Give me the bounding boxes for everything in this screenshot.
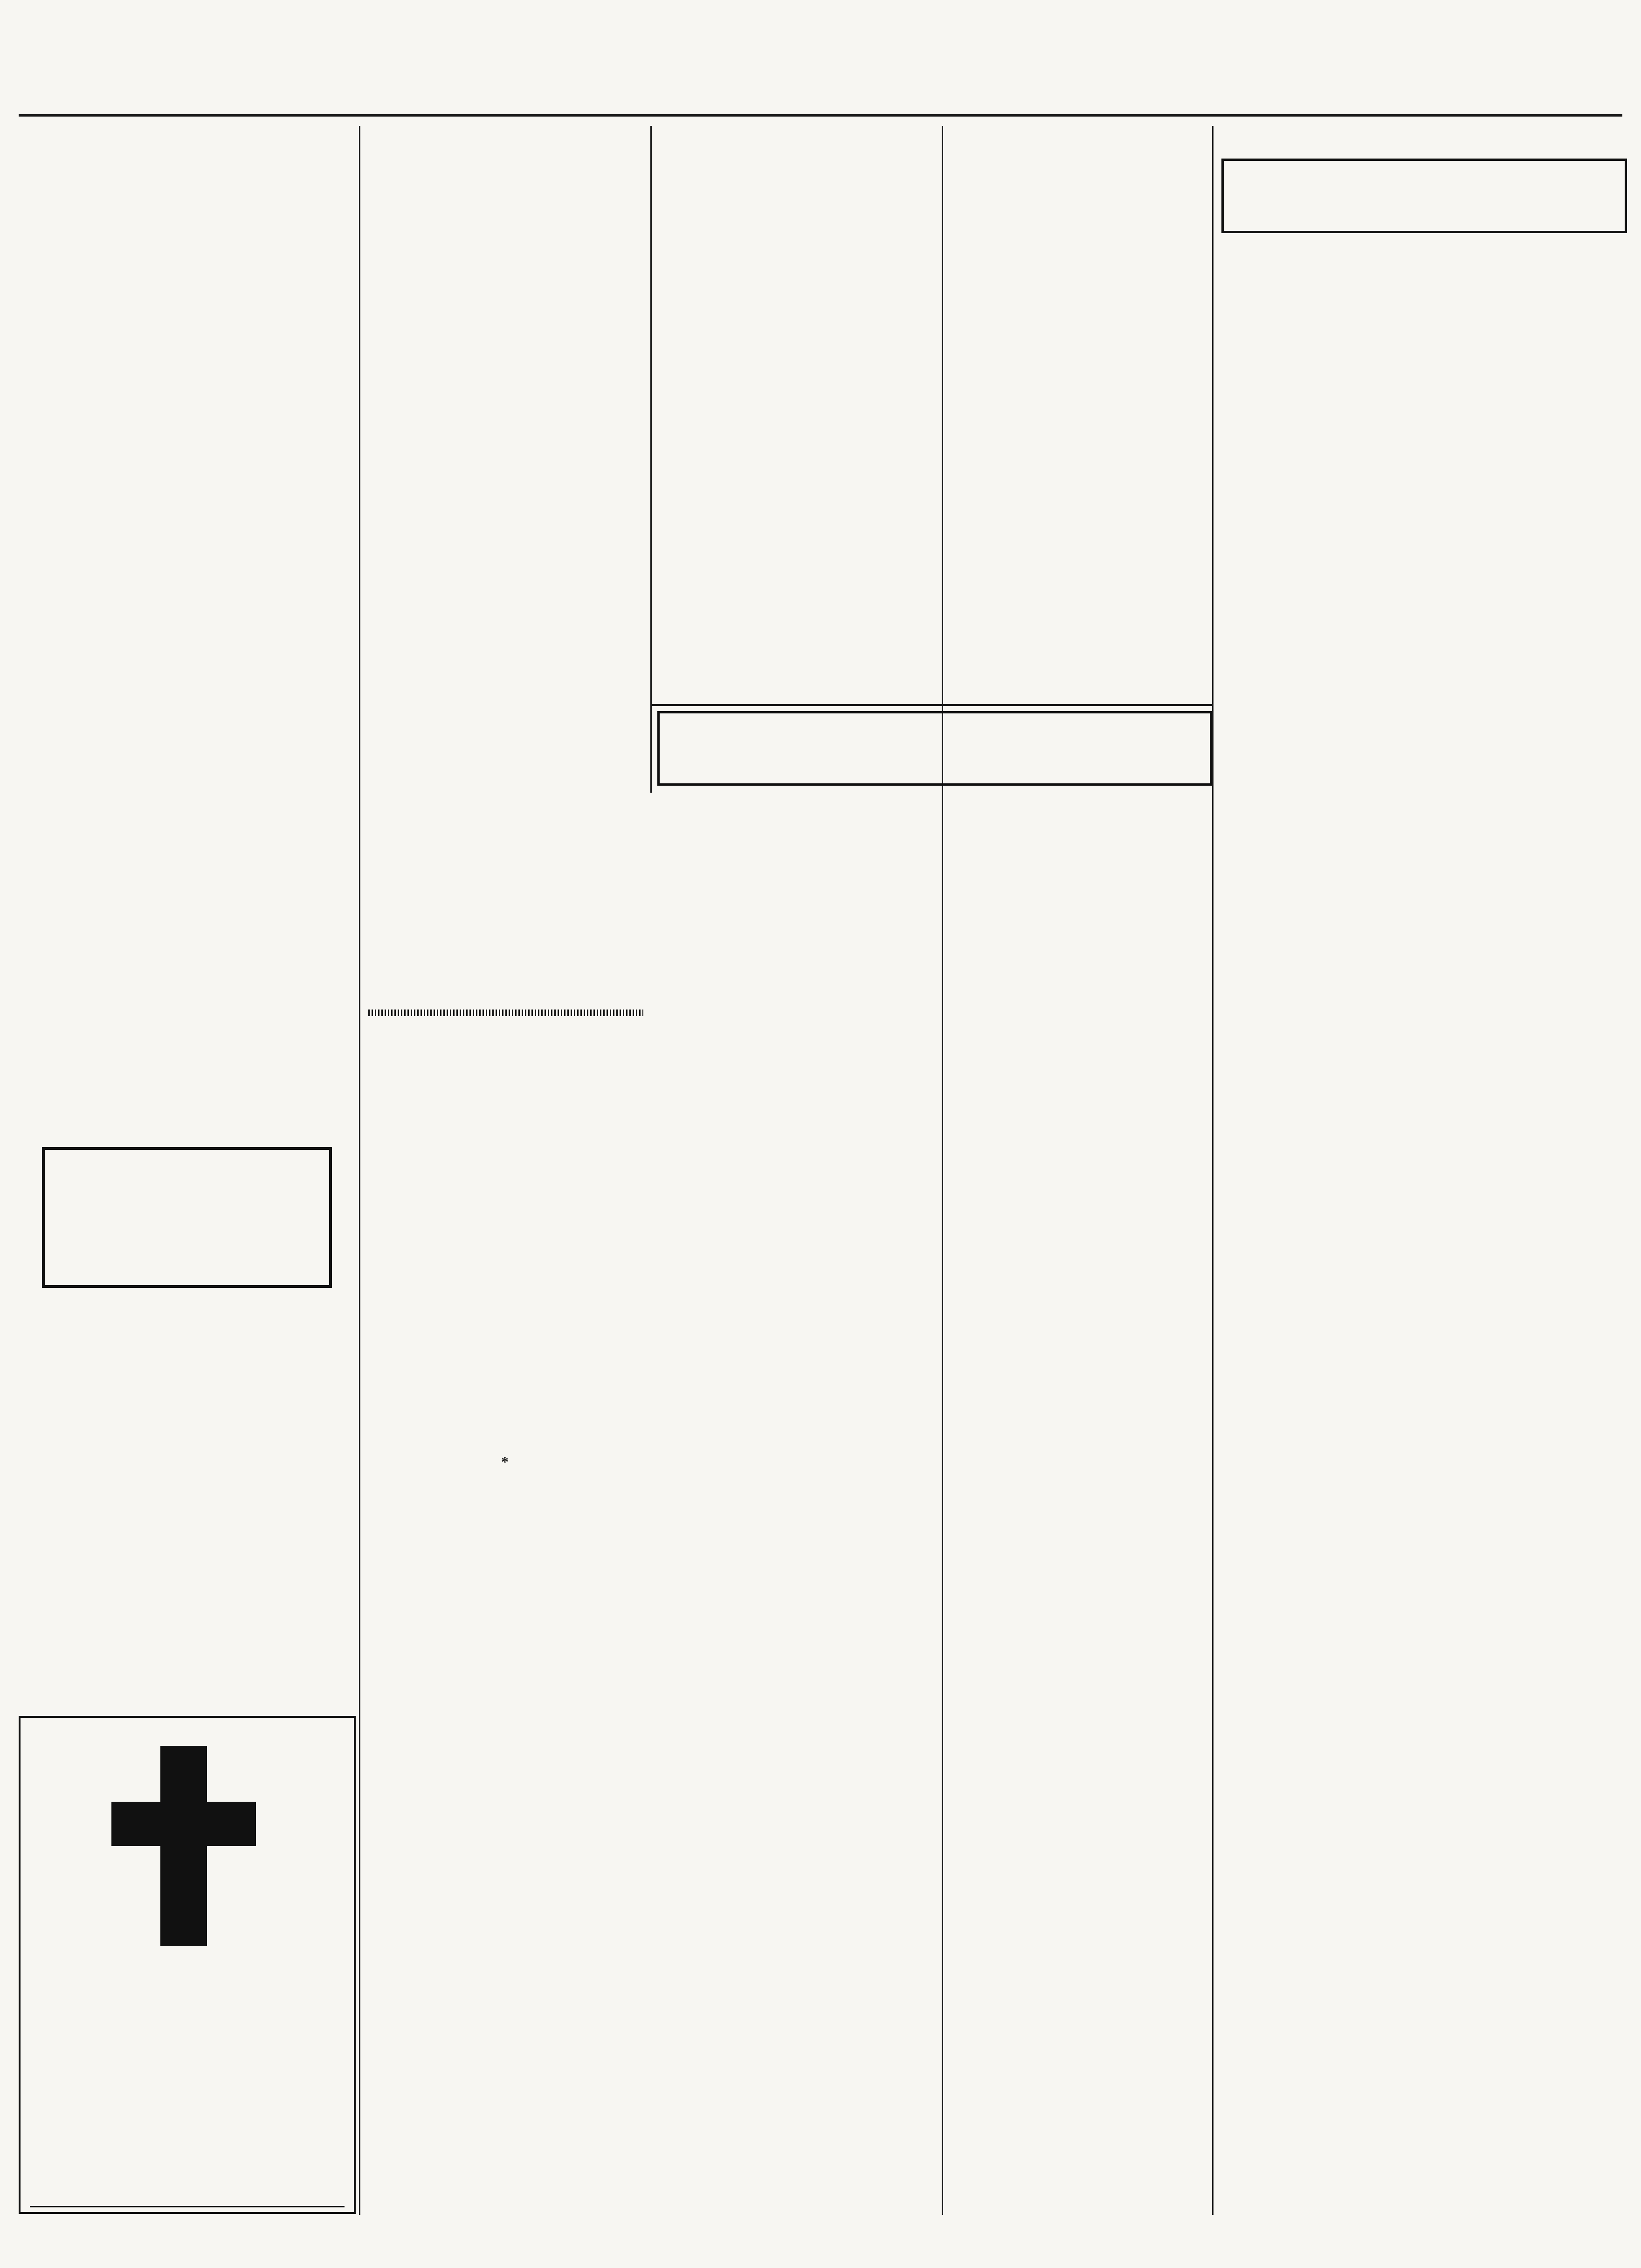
manifestacoes-article <box>19 1306 352 1711</box>
asterisk-divider: * <box>501 1453 510 1470</box>
cross-icon <box>160 1746 207 1946</box>
column-rule <box>942 126 943 2215</box>
cross-icon-bar <box>111 1802 256 1846</box>
column-rule <box>1212 126 1214 2215</box>
barquinha-article <box>657 1683 932 2215</box>
hatched-rule <box>368 1010 643 1016</box>
tres-linhas-title <box>657 711 1212 786</box>
nehru-headline-box <box>368 131 937 210</box>
abalroaram-article <box>368 1450 643 1907</box>
luto-column <box>19 126 352 1180</box>
tres-linhas-right <box>949 793 1207 1147</box>
pequenas-title-box <box>1221 159 1627 233</box>
assembleia-article <box>949 1693 1207 2215</box>
adams-article <box>368 1021 643 1441</box>
pavimentacao-article <box>368 1916 643 2215</box>
obituary-ad <box>19 1716 356 2214</box>
nehru-col-2 <box>657 217 937 711</box>
tres-linhas-left <box>657 793 932 1334</box>
greve-article <box>949 131 1207 695</box>
masthead-rule <box>19 114 1622 117</box>
column-rule <box>650 126 652 793</box>
pequenas-column <box>1221 233 1622 2080</box>
column-rule <box>359 126 360 2215</box>
nehru-col-1 <box>368 235 643 842</box>
bermudas-article <box>368 849 643 1007</box>
anao-article <box>657 1348 932 1674</box>
agencia-magno-ad <box>42 1147 332 1288</box>
misterioso-article <box>949 1147 1207 1683</box>
section-rule <box>650 704 1212 706</box>
obituary-agency <box>30 2206 345 2207</box>
